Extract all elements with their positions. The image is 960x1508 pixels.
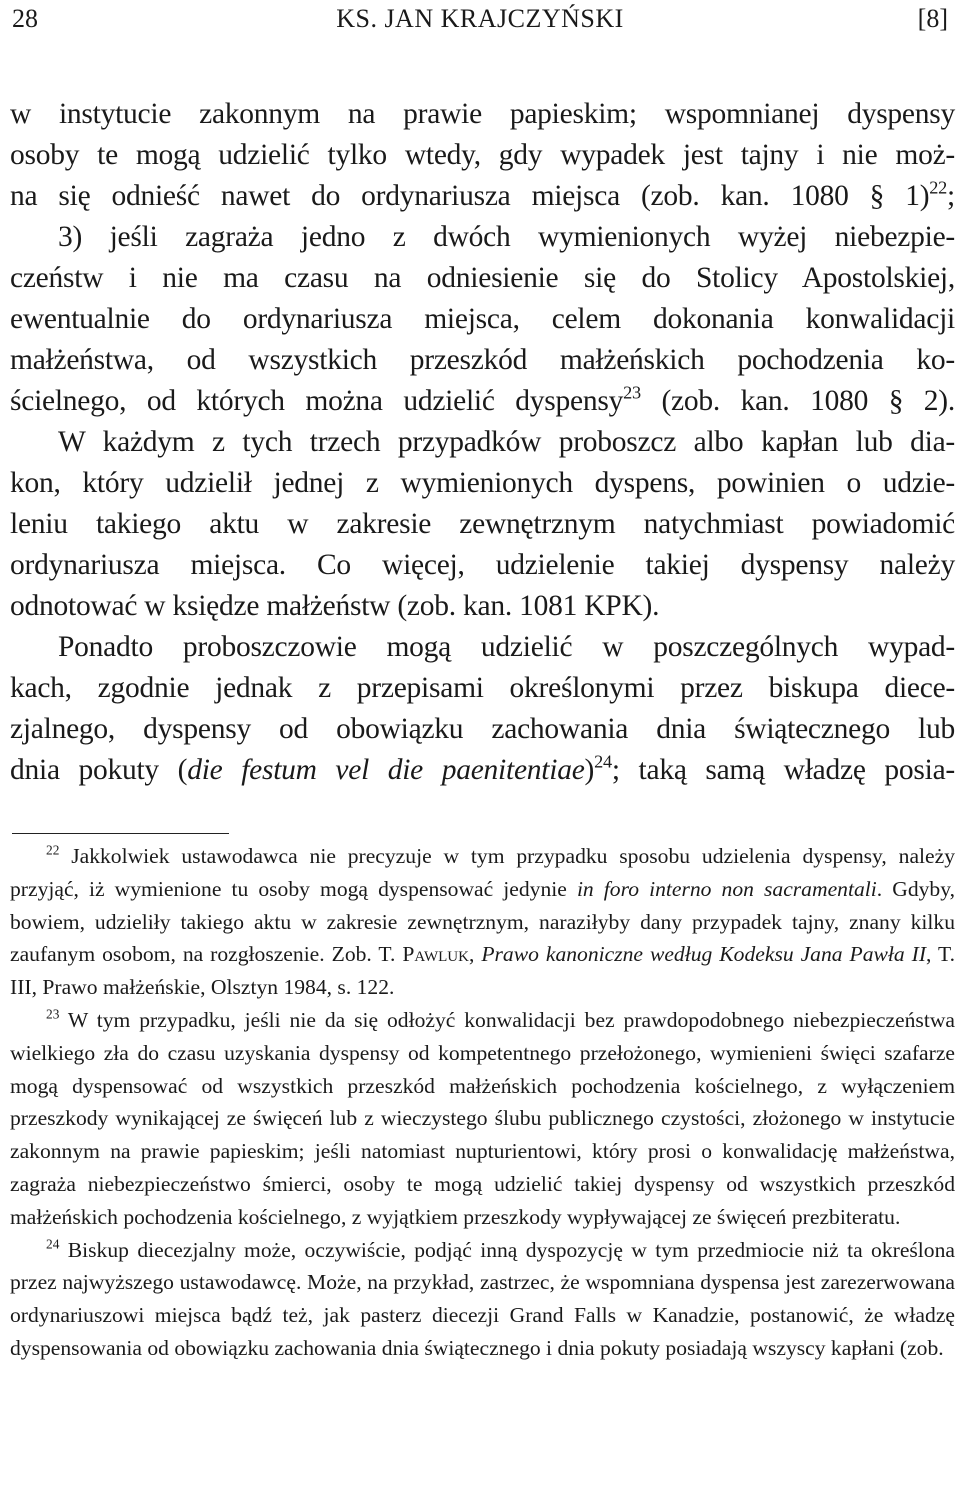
footnote-22: $^{22}$ Jakkolwiek ustawodawca nie precyzuje w tym przypadku sposobu udzielenia dyspensy, należy przyjąć, iż wymienione tu osoby mogą dyspensować jedynie in foro interno non sacramentali. Gdyby, bowiem, udzieliły takiego aktu w zakresie zewnętrznym, naraziłyby dany przypadek tajny, znany kilku zaufanym osobom, na rozgłoszenie. Zob. T. Pawluk, Prawo kanoniczne według Kodeksu Jana Pawła II, T. III, Prawo małżeńskie, Olsztyn 1984, s. 122. — [10, 842, 956, 1000]
text-line: osoby te mogą udzielić tylko wtedy, gdy wypadek jest tajny i nie moż- — [10, 139, 955, 171]
author-name: Pawluk — [402, 942, 469, 967]
text-line: kon, który udzielił jednej z wymienionych dyspens, powinien o udzie- — [10, 467, 955, 499]
text-line: Ponadto proboszczowie mogą udzielić w poszczególnych wypad- — [58, 631, 955, 663]
text-line: zjalnego, dyspensy od obowiązku zachowania dnia świątecznego lub — [10, 713, 955, 745]
text-line: dnia pokuty (die festum vel die paenitentiae)$^{24}$; taką samą władzę posia- — [10, 751, 955, 786]
text-line: kach, zgodnie jednak z przepisami określonymi przez biskupa diece- — [10, 672, 955, 704]
footnote-ref-22[interactable]: 22 — [929, 177, 948, 198]
footnote-number: 22 — [46, 842, 60, 858]
footnote-ref-23[interactable]: 23 — [623, 382, 641, 403]
footnote-separator — [12, 833, 229, 834]
text-line: odnotować w księdze małżeństw (zob. kan. 1081 KPK). — [10, 590, 660, 622]
text-line: leniu takiego aktu w zakresie zewnętrznym natychmiast powiadomić — [10, 508, 955, 540]
footnote-24: $^{24}$ Biskup diecezjalny może, oczywiście, podjąć inną dyspozycję w tym przedmiocie niż ta określona przez najwyższego ustawodawcę. Może, na przykład, zastrzec, że wspomniana dyspensa jest zarezerwowana ordynariuszowi miejsca bądź też, jak pasterz diecezji Grand Falls w Kanadzie, postanowić, że władzę dyspensowania od obowiązku zachowania dnia świątecznego i dnia pokuty posiadają wszyscy kapłani (zob. — [10, 1236, 955, 1360]
text-line: ewentualnie do ordynariusza miejsca, celem dokonania konwalidacji — [10, 303, 955, 335]
latin-phrase: die festum vel die paenitentiae — [187, 754, 585, 786]
footnote-ref-24[interactable]: 24 — [594, 751, 612, 772]
text-line: W każdym z tych trzech przypadków proboszcz albo kapłan lub dia- — [58, 426, 955, 458]
text-line: czeństw i nie ma czasu na odniesienie się do Stolicy Apostolskiej, — [10, 262, 955, 294]
book-title: Prawo kanoniczne według Kodeksu Jana Pawła II — [481, 942, 927, 967]
text-line: na się odnieść nawet do ordynariusza miejsca (zob. kan. 1080 § 1)$^{22}$; — [10, 177, 955, 212]
footnotes — [10, 840, 955, 1365]
text-line: ścielnego, od których można udzielić dyspensy$^{23}$ (zob. kan. 1080 § 2). — [10, 382, 955, 417]
section-number: [8] — [917, 4, 948, 33]
running-header — [12, 4, 948, 38]
footnote-number: 23 — [46, 1006, 60, 1022]
text-line: małżeństwa, od wszystkich przeszkód małżeńskich pochodzenia ko- — [10, 344, 955, 376]
footnote-23: $^{23}$ W tym przypadku, jeśli nie da się odłożyć konwalidacji bez prawdopodobnego niebezpieczeństwa wielkiego zła do czasu uzyskania dyspensy od kompetentnego przełożonego, wymienieni święci szafarze mogą dyspensować od wszystkich przeszkód małżeńskich pochodzenia kościelnego, z wyłączeniem przeszkody wynikającej ze święceń lub z wieczystego ślubu publicznego czystości, złożonego w instytucie zakonnym na prawie papieskim; jeśli natomiast nupturientowi, który prosi o konwalidację małżeństwa, zagraża niebezpieczeństwo śmierci, osoby te mogą udzielić takiej dyspensy od wszystkich przeszkód małżeńskich pochodzenia kościelnego, z wyjątkiem przeszkody wypływającej ze święceń prezbiteratu. — [10, 1006, 955, 1229]
main-text — [10, 94, 955, 791]
footnote-number: 24 — [46, 1236, 60, 1252]
text-line: w instytucie zakonnym na prawie papieskim; wspomnianej dyspensy — [10, 98, 955, 130]
text-line: 3) jeśli zagraża jedno z dwóch wymienionych wyżej niebezpie- — [58, 221, 955, 253]
running-title: KS. JAN KRAJCZYŃSKI — [336, 4, 624, 33]
text-line: ordynariusza miejsca. Co więcej, udzielenie takiej dyspensy należy — [10, 549, 955, 581]
page-number: 28 — [12, 4, 38, 33]
